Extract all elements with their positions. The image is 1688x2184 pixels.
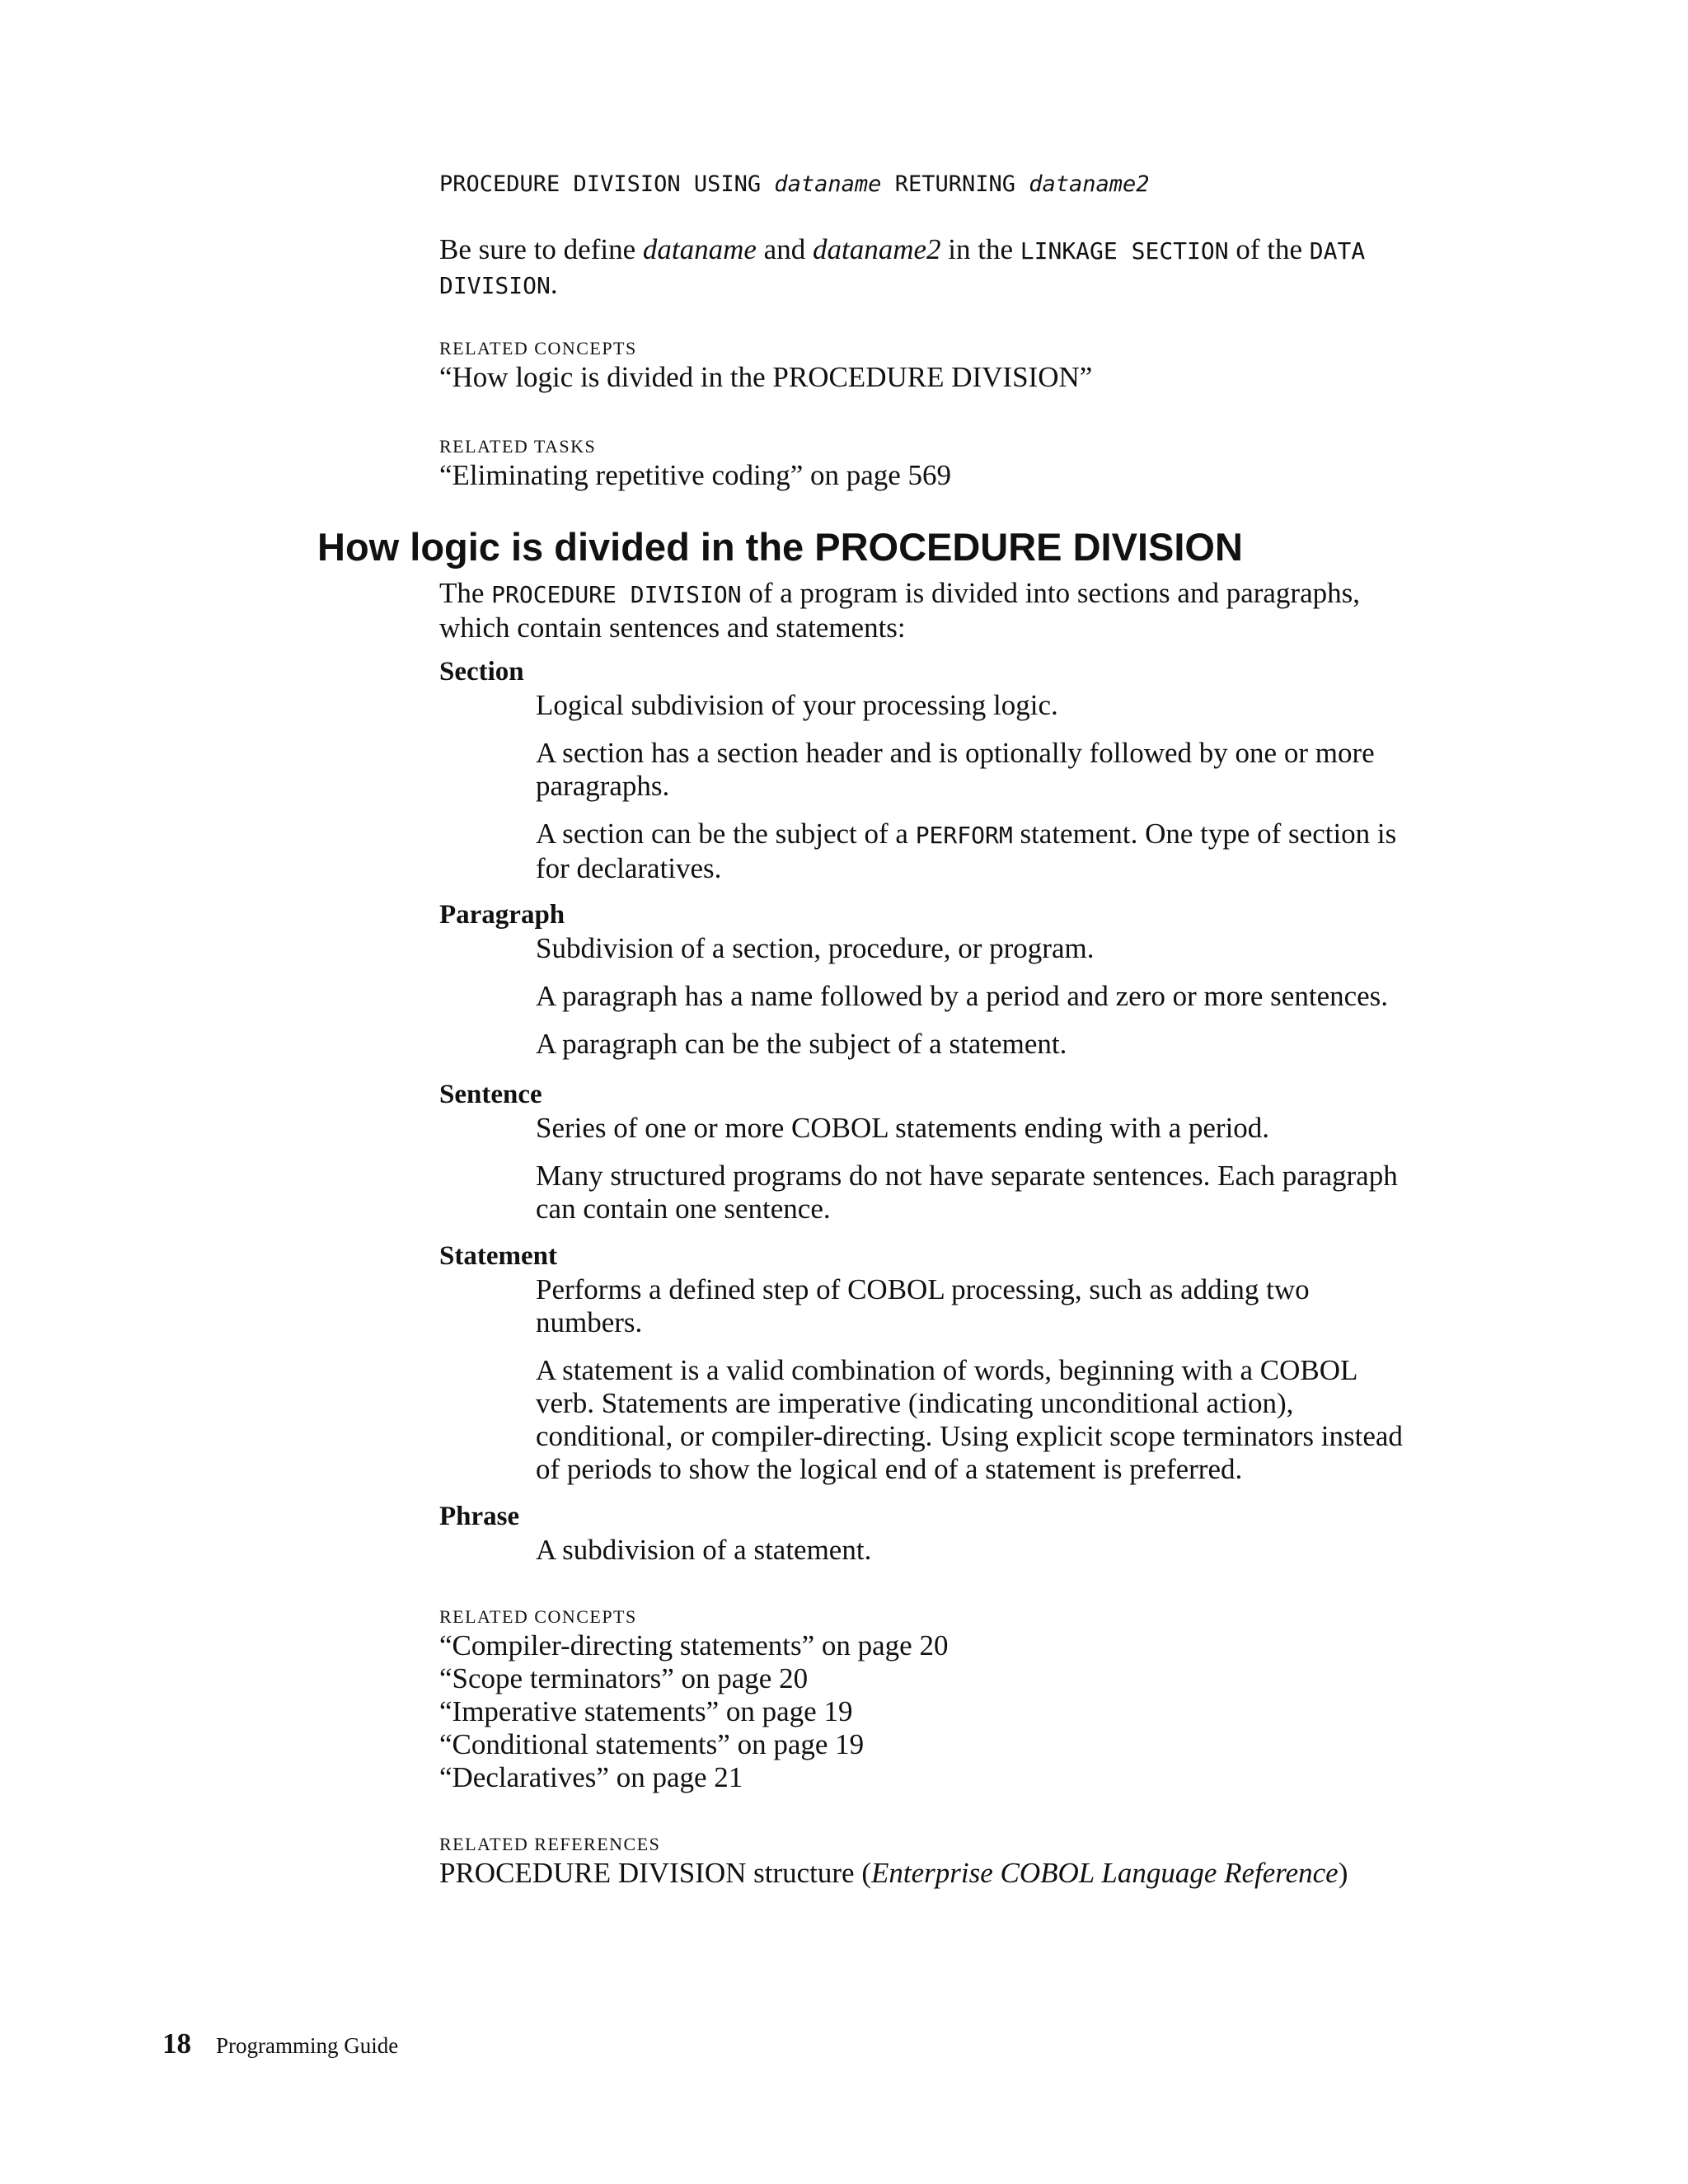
term-statement: Statement	[439, 1241, 557, 1271]
related-link[interactable]: “Scope terminators” on page 20	[439, 1662, 809, 1694]
related-link[interactable]: “Eliminating repetitive coding” on page 569	[439, 459, 952, 491]
related-concepts-bottom	[439, 1606, 948, 1794]
related-label: RELATED TASKS	[439, 436, 597, 457]
intro-paragraph: The PROCEDURE DIVISION of a program is divided into sections and paragraphs, which contain sentences and statements:	[439, 577, 1360, 644]
code-example: PROCEDURE DIVISION USING dataname RETURNING dataname2	[439, 171, 1150, 197]
page-number: 18	[162, 2027, 191, 2060]
related-references	[439, 1834, 1348, 1890]
term-phrase: Phrase	[439, 1502, 520, 1531]
related-label: RELATED CONCEPTS	[439, 338, 637, 359]
define-note: Be sure to define dataname and dataname2 in the LINKAGE SECTION of the DATA DIVISION.	[439, 233, 1366, 300]
related-link[interactable]: “Compiler-directing statements” on page 20	[439, 1629, 949, 1661]
related-concepts-top	[439, 338, 1092, 394]
related-link[interactable]: PROCEDURE DIVISION structure (Enterprise COBOL Language Reference)	[439, 1857, 1348, 1889]
term-sentence: Sentence	[439, 1080, 542, 1109]
definition-statement: Performs a defined step of COBOL processing, such as adding two numbers. A statement is a valid combination of words, beginning with a COBOL verb. Statements are imperative (indicating unconditional action), conditional, or compiler-directing. Using explicit scope terminators instead of periods to show the logical end of a statement is preferred.	[536, 1273, 1403, 1485]
definition-sentence: Series of one or more COBOL statements ending with a period. Many structured programs do not have separate sentences. Each paragraph can contain one sentence.	[536, 1112, 1398, 1225]
related-tasks	[439, 436, 951, 492]
page-footer	[162, 2027, 398, 2060]
book-title: Programming Guide	[216, 2033, 399, 2058]
definition-phrase: A subdivision of a statement.	[536, 1534, 872, 1566]
related-label: RELATED REFERENCES	[439, 1834, 661, 1854]
definition-section: Logical subdivision of your processing logic. A section has a section header and is optionally followed by one or more paragraphs. A section can be the subject of a PERFORM statement. One type of section is for declaratives.	[536, 689, 1397, 884]
related-link[interactable]: “How logic is divided in the PROCEDURE DIVISION”	[439, 361, 1093, 393]
definition-paragraph: Subdivision of a section, procedure, or program. A paragraph has a name followed by a period and zero or more sentences. A paragraph can be the subject of a statement.	[536, 932, 1389, 1060]
related-link[interactable]: “Declaratives” on page 21	[439, 1761, 743, 1793]
section-heading: How logic is divided in the PROCEDURE DIVISION	[317, 525, 1243, 569]
related-link[interactable]: “Imperative statements” on page 19	[439, 1695, 853, 1727]
related-link[interactable]: “Conditional statements” on page 19	[439, 1728, 865, 1760]
related-label: RELATED CONCEPTS	[439, 1606, 637, 1627]
term-paragraph: Paragraph	[439, 900, 565, 930]
term-section: Section	[439, 657, 524, 687]
